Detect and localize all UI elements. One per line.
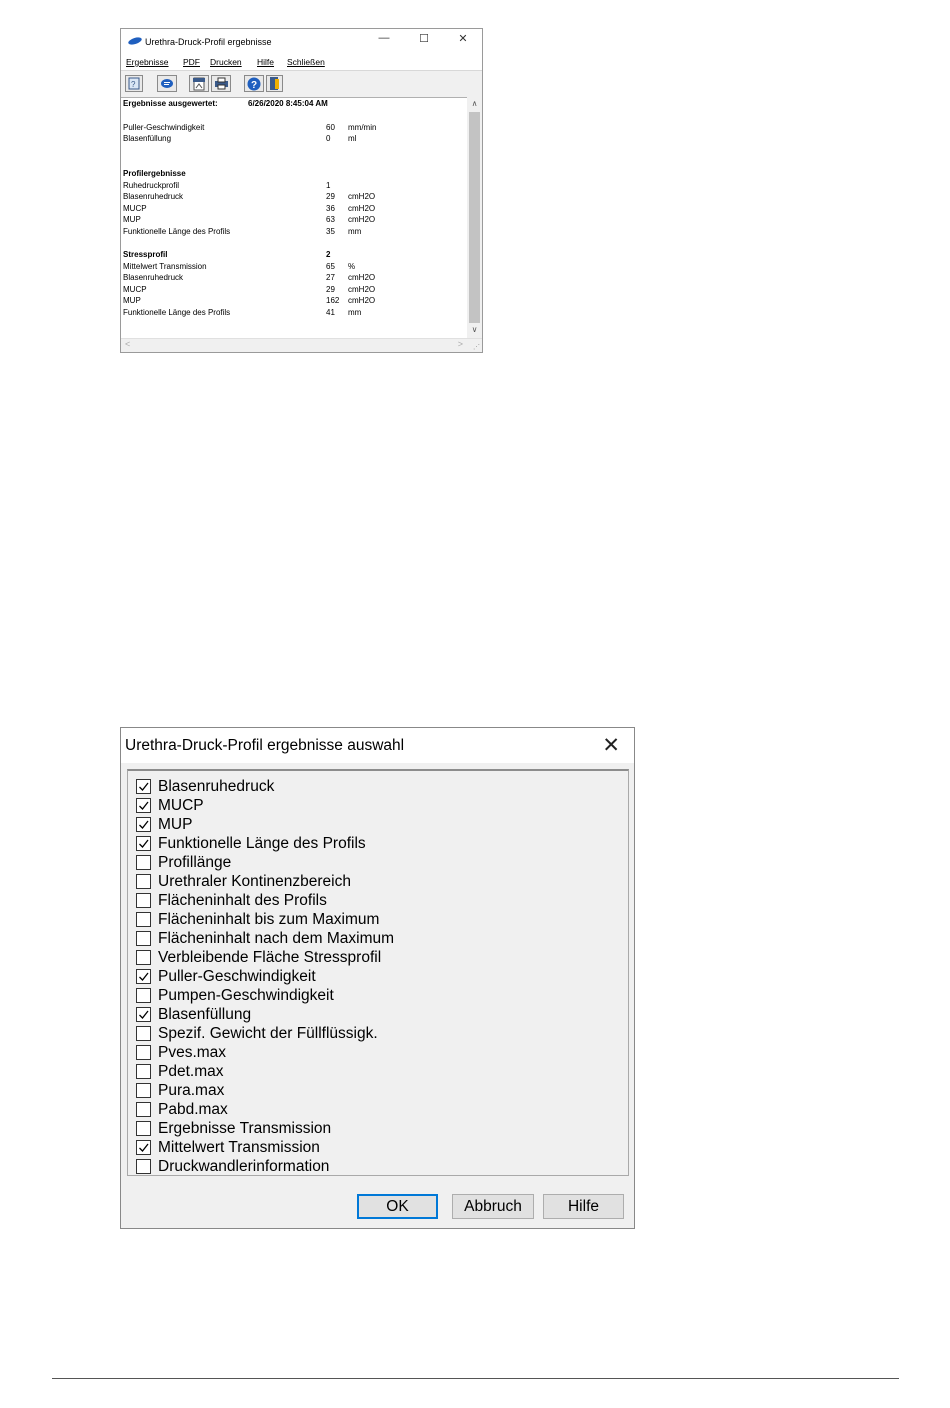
checkbox-row[interactable] (136, 872, 351, 891)
result-unit: mm (348, 227, 362, 236)
checkbox-row[interactable] (136, 1081, 224, 1100)
checkbox[interactable] (136, 855, 151, 870)
result-selection-list (127, 769, 629, 1176)
checkbox-row[interactable] (136, 891, 327, 910)
scroll-thumb[interactable] (469, 112, 480, 323)
exit-icon (269, 76, 281, 91)
checkbox-label: Flächeninhalt bis zum Maximum (158, 910, 380, 928)
comment-icon (160, 78, 174, 90)
result-value: 41 (326, 308, 335, 317)
result-unit: mm/min (348, 123, 377, 132)
checkbox-row[interactable] (136, 1138, 320, 1157)
vertical-scrollbar[interactable] (467, 97, 482, 340)
checkmark-icon (138, 800, 149, 811)
checkbox-label: Druckwandlerinformation (158, 1157, 330, 1175)
menu-drucken[interactable]: Drucken (210, 57, 242, 67)
result-value: 162 (326, 296, 340, 305)
checkbox-label: Flächeninhalt nach dem Maximum (158, 929, 395, 947)
menu-bar (121, 55, 482, 70)
report-button[interactable] (125, 75, 143, 92)
svg-text:?: ? (251, 79, 258, 91)
dialog-title: Urethra-Druck-Profil ergebnisse auswahl (125, 737, 405, 754)
checkbox-row[interactable] (136, 967, 316, 986)
checkbox-label: Pdet.max (158, 1062, 224, 1080)
checkmark-icon (138, 1142, 149, 1153)
result-value: 29 (326, 192, 335, 201)
help-icon (247, 77, 261, 91)
checkbox[interactable] (136, 817, 151, 832)
result-value: 1 (326, 181, 331, 190)
checkbox-row[interactable] (136, 1119, 331, 1138)
menu-hilfe[interactable]: Hilfe (257, 57, 275, 67)
checkbox-row[interactable] (136, 1100, 228, 1119)
checkbox-label: Pves.max (158, 1043, 227, 1061)
horizontal-scrollbar[interactable] (121, 338, 482, 352)
result-label: Funktionelle Länge des Profils (123, 227, 231, 236)
checkbox-row[interactable] (136, 796, 204, 815)
help-dialog-button[interactable]: Hilfe (543, 1194, 624, 1219)
checkbox[interactable] (136, 969, 151, 984)
results-evaluated-timestamp: 6/26/2020 8:45:04 AM (248, 99, 328, 108)
checkbox-label: Profillänge (158, 853, 232, 871)
checkbox-label: Spezif. Gewicht der Füllflüssigk. (158, 1024, 378, 1042)
checkbox-label: Pura.max (158, 1081, 225, 1099)
result-label: MUP (123, 296, 141, 305)
result-unit: cmH2O (348, 273, 376, 282)
checkmark-icon (138, 781, 149, 792)
app-logo-icon (127, 36, 142, 46)
comment-button[interactable] (157, 75, 177, 92)
scroll-down-icon[interactable]: ∨ (471, 325, 478, 334)
minimize-button[interactable]: — (378, 32, 390, 44)
result-unit: cmH2O (348, 215, 376, 224)
checkbox-label: Verbleibende Fläche Stressprofil (158, 948, 382, 966)
checkbox-row[interactable] (136, 929, 394, 948)
checkbox[interactable] (136, 988, 151, 1003)
results-content (121, 97, 468, 340)
result-unit: % (348, 262, 356, 271)
result-label: Puller-Geschwindigkeit (123, 123, 205, 132)
profile-section-title: Profilergebnisse (123, 169, 186, 178)
checkbox-row[interactable] (136, 948, 381, 967)
result-label: Blasenruhedruck (123, 273, 184, 282)
result-label: Ruhedruckprofil (123, 181, 180, 190)
stress-section-value: 2 (326, 250, 331, 259)
exit-button[interactable] (266, 75, 283, 92)
result-label: MUCP (123, 285, 147, 294)
dialog-close-button[interactable]: ✕ (602, 734, 620, 757)
checkbox-row[interactable] (136, 777, 274, 796)
checkbox[interactable] (136, 893, 151, 908)
checkmark-icon (138, 971, 149, 982)
dialog-title-bar (121, 728, 634, 763)
checkbox-label: Flächeninhalt des Profils (158, 891, 327, 909)
checkbox[interactable] (136, 912, 151, 927)
checkbox[interactable] (136, 931, 151, 946)
result-label: Mittelwert Transmission (123, 262, 207, 271)
result-value: 65 (326, 262, 335, 271)
checkbox-row[interactable] (136, 853, 231, 872)
print-button[interactable] (211, 75, 231, 92)
result-label: MUP (123, 215, 141, 224)
checkbox-label: Blasenfüllung (158, 1005, 252, 1023)
result-value: 63 (326, 215, 335, 224)
page-divider (52, 1378, 899, 1379)
results-title-bar (121, 29, 482, 54)
resize-grip-icon[interactable]: ⋰ (473, 344, 480, 351)
checkmark-icon (138, 838, 149, 849)
result-value: 27 (326, 273, 335, 282)
checkbox-label: Urethraler Kontinenzbereich (158, 872, 351, 890)
scroll-right-icon[interactable]: > (457, 339, 463, 349)
scroll-left-icon[interactable]: < (125, 339, 131, 349)
maximize-button[interactable]: ☐ (419, 33, 429, 45)
checkbox[interactable] (136, 874, 151, 889)
checkbox-label: Funktionelle Länge des Profils (158, 834, 366, 852)
checkbox-label: Pabd.max (158, 1100, 228, 1118)
checkbox-row[interactable] (136, 834, 366, 853)
result-value: 35 (326, 227, 335, 236)
result-label: Blasenfüllung (123, 134, 172, 143)
checkbox-row[interactable] (136, 910, 379, 929)
checkbox-label: MUP (158, 815, 193, 833)
checkbox[interactable] (136, 836, 151, 851)
result-label: Blasenruhedruck (123, 192, 184, 201)
checkbox-row[interactable] (136, 1043, 226, 1062)
stress-section-title: Stressprofil (123, 250, 168, 259)
results-window (120, 28, 483, 353)
checkbox[interactable] (136, 1026, 151, 1041)
checkbox[interactable] (136, 1045, 151, 1060)
checkmark-icon (138, 1009, 149, 1020)
checkbox-label: MUCP (158, 796, 204, 814)
checkmark-icon (138, 819, 149, 830)
checkbox-label: Pumpen-Geschwindigkeit (158, 986, 334, 1004)
checkbox-label: Mittelwert Transmission (158, 1138, 320, 1156)
result-unit: cmH2O (348, 192, 376, 201)
svg-text:?: ? (131, 80, 136, 89)
selection-dialog (120, 727, 635, 1229)
checkbox[interactable] (136, 950, 151, 965)
checkbox[interactable] (136, 1007, 151, 1022)
result-unit: cmH2O (348, 296, 376, 305)
checkbox[interactable] (136, 1083, 151, 1098)
checkbox-label: Blasenruhedruck (158, 777, 275, 795)
result-unit: ml (348, 134, 357, 143)
checkbox[interactable] (136, 1121, 151, 1136)
checkbox-row[interactable] (136, 1005, 251, 1024)
checkbox[interactable] (136, 1159, 151, 1174)
result-label: Funktionelle Länge des Profils (123, 308, 231, 317)
pdf-button[interactable] (189, 75, 209, 92)
checkbox-row[interactable] (136, 1062, 223, 1081)
pdf-icon (192, 77, 206, 91)
result-value: 0 (326, 134, 331, 143)
checkbox-label: Ergebnisse Transmission (158, 1119, 332, 1137)
menu-ergebnisse[interactable]: Ergebnisse (126, 57, 169, 67)
results-evaluated-label: Ergebnisse ausgewertet: (123, 99, 218, 108)
result-value: 60 (326, 123, 335, 132)
cancel-button[interactable]: Abbruch (452, 1194, 534, 1219)
result-unit: cmH2O (348, 285, 376, 294)
close-button[interactable]: ✕ (458, 33, 468, 45)
printer-icon (214, 77, 229, 90)
result-unit: mm (348, 308, 362, 317)
report-icon (128, 77, 140, 90)
toolbar (121, 70, 482, 98)
checkbox[interactable] (136, 779, 151, 794)
checkbox-row[interactable] (136, 1024, 378, 1043)
result-value: 29 (326, 285, 335, 294)
checkbox[interactable] (136, 1102, 151, 1117)
result-value: 36 (326, 204, 335, 213)
menu-schliessen[interactable]: Schließen (287, 57, 325, 67)
result-unit: cmH2O (348, 204, 376, 213)
checkbox[interactable] (136, 1140, 151, 1155)
checkbox-label: Puller-Geschwindigkeit (158, 967, 316, 985)
scroll-up-icon[interactable]: ∧ (471, 99, 478, 108)
results-window-title: Urethra-Druck-Profil ergebnisse (145, 37, 272, 47)
menu-pdf[interactable]: PDF (183, 57, 200, 67)
checkbox[interactable] (136, 1064, 151, 1079)
checkbox-row[interactable] (136, 1157, 329, 1176)
checkbox[interactable] (136, 798, 151, 813)
checkbox-row[interactable] (136, 986, 334, 1005)
help-button[interactable] (244, 75, 264, 92)
ok-button[interactable]: OK (357, 1194, 438, 1219)
checkbox-row[interactable] (136, 815, 192, 834)
result-label: MUCP (123, 204, 147, 213)
